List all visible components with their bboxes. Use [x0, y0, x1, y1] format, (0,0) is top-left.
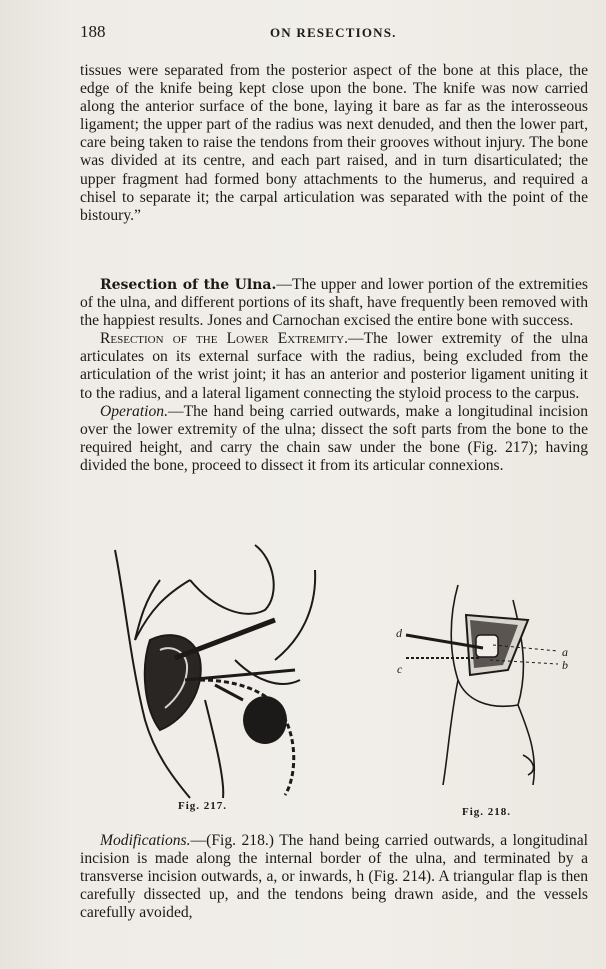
paragraph: [80, 832, 588, 922]
paragraph-text: —The lower extremity of the ulna articulates on its external surface with the radius, being excluded from the articulation of the wrist joint; it has an anterior and posterior ligament uniting it to the radius, and a lateral ligament connecting the styloid process to the carpus.: [80, 330, 588, 402]
figure-217-illustration: [105, 540, 320, 800]
paragraph-text: —(Fig. 218.) The hand being carried outwards, a longitudinal incision is made along the internal border of the ulna, and terminated by a transverse incision outwards, a, or inwards, h (Fig. 214). A triangular flap is then carefully dissected up, and the tendons being drawn aside, and the vessels carefully avoided,: [80, 832, 588, 922]
quote-continuation: [80, 62, 588, 225]
figure-218-label-b: b: [562, 658, 568, 672]
figure-218-label-d: d: [396, 626, 402, 640]
paragraph-text: —The upper and lower portion of the extremities of the ulna, and different portions of its shaft, have frequently been removed with the happiest results. Jones and Carnochan excised the entire bone with success.: [80, 276, 588, 330]
paragraph: [80, 330, 588, 402]
modifications-section: [80, 832, 588, 922]
ulna-section: [80, 276, 588, 475]
figure-218-illustration: [388, 580, 583, 785]
running-title: ON RESECTIONS.: [270, 25, 397, 40]
paragraph: [80, 276, 588, 330]
paragraph: [80, 403, 588, 475]
running-head: [80, 22, 588, 44]
section-heading: Resection of the Ulna.: [100, 277, 277, 293]
figure-217-caption: Fig. 217.: [178, 800, 228, 812]
run-in-heading: Operation.: [100, 402, 169, 420]
paragraph: tissues were separated from the posterior aspect of the bone at this place, the edge of the knife being kept close upon the bone. The knife was now carried along the anterior surface of the bone, laying it bare as far as the interosseous ligament; the upper part of the radius was next denuded, and then the lower part, care being taken to raise the tendons from their grooves without injury. The bone was divided at its centre, and each part raised, and in turn disarticulated; the upper fragment had formed bony attachments to the humerus, and required a chisel to separate it; the carpal articulation was separated with the point of the bistoury.”: [80, 62, 588, 224]
page-number: 188: [80, 22, 106, 41]
figure-218-caption: Fig. 218.: [462, 806, 512, 818]
run-in-heading: Modifications.: [100, 832, 191, 849]
subsection-heading: Resection of the Lower Extremity.: [100, 330, 348, 348]
figure-218-label-a: a: [562, 645, 568, 659]
figure-218-label-c: c: [397, 662, 403, 676]
paragraph-text: —The hand being carried outwards, make a longitudinal incision over the lower extremity of the ulna; dissect the soft parts from the bone to the required height, and carry the chain saw under the bone (Fig. 217); having divided the bone, proceed to dissect it from its articular connexions.: [80, 402, 588, 474]
